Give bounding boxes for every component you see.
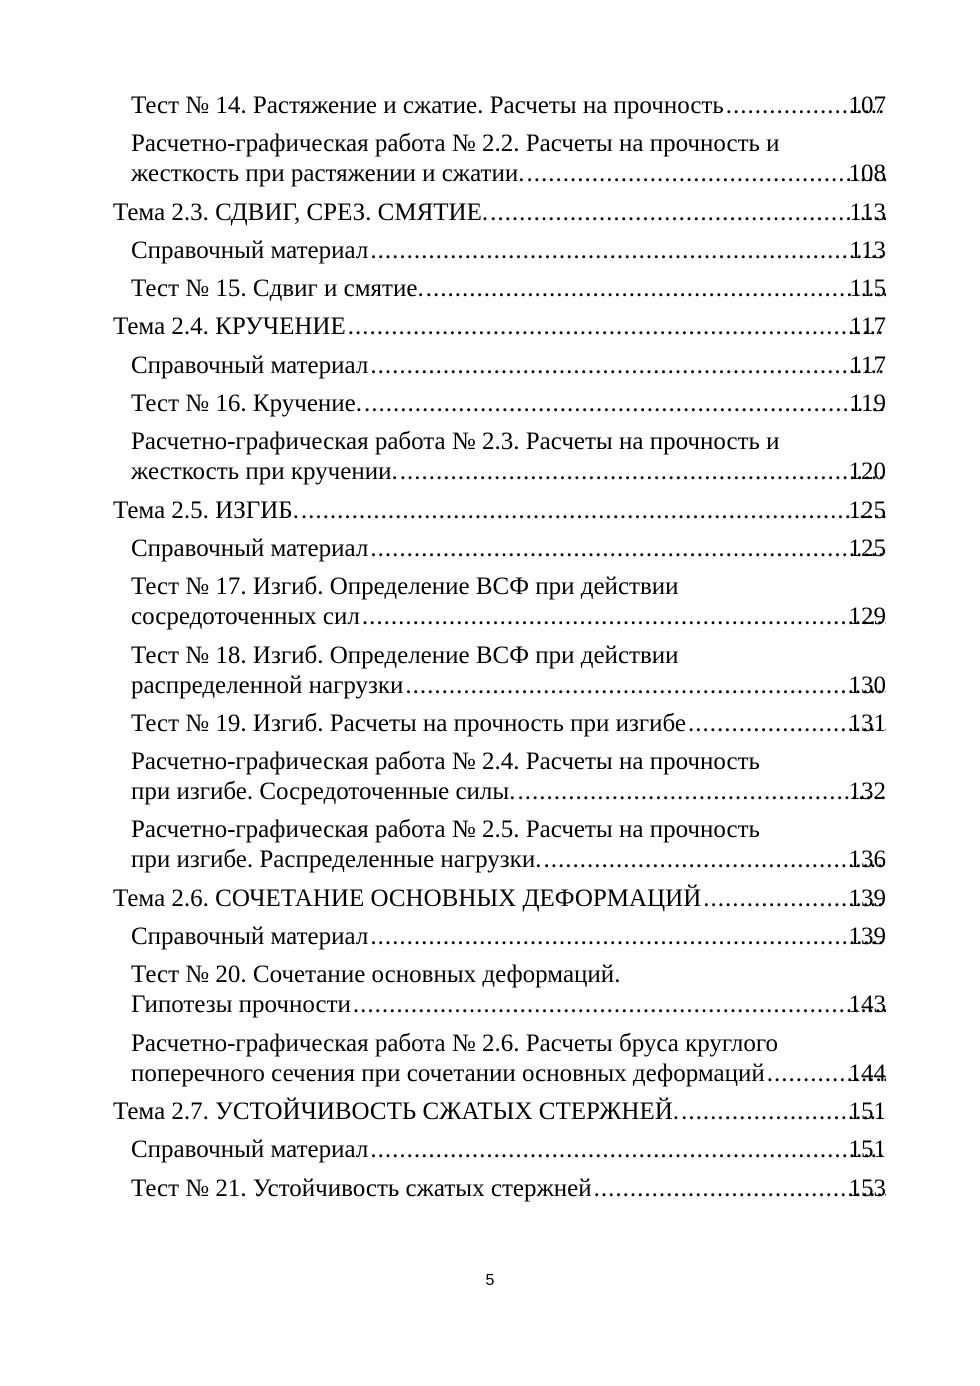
dot-leader <box>301 496 886 526</box>
toc-entry-title-line: Справочный материал <box>131 534 369 562</box>
page-number: 5 <box>485 1272 495 1289</box>
toc-page-number: 117 <box>849 351 886 379</box>
dot-leader <box>517 777 886 807</box>
toc-entry-title-line: Тема 2.6. СОЧЕТАНИЕ ОСНОВНЫХ ДЕФОРМАЦИЙ <box>113 884 702 912</box>
dot-leader <box>490 198 886 228</box>
toc-subentry[interactable] <box>0 960 980 1020</box>
toc-subentry[interactable] <box>0 815 980 875</box>
toc-entry-last-line <box>131 389 886 419</box>
toc-page-number: 131 <box>848 709 886 737</box>
toc-entry-title-line: при изгибе. Сосредоточенные силы. <box>131 778 516 806</box>
toc-page-number: 117 <box>849 313 886 341</box>
toc-page-number: 129 <box>848 603 886 631</box>
toc-entry-title-line: Расчетно-графическая работа № 2.3. Расчеты на прочность и <box>131 428 780 456</box>
toc-entry-title-line: Тест № 21. Устойчивость сжатых стержней <box>131 1174 592 1202</box>
toc-entry-last-line <box>131 709 886 739</box>
toc-subentry[interactable] <box>0 236 980 266</box>
toc-entry-title-line: Тема 2.4. КРУЧЕНИЕ <box>113 313 346 341</box>
toc-subentry[interactable] <box>0 351 980 381</box>
dot-leader <box>370 351 886 381</box>
toc-entry-title-line: Расчетно-графическая работа № 2.6. Расчеты бруса круглого <box>131 1029 779 1057</box>
toc-entry-last-line <box>131 1174 886 1204</box>
toc-entry-title-line: Тест № 17. Изгиб. Определение ВСФ при действии <box>131 573 679 601</box>
toc-page-number: 113 <box>849 198 886 226</box>
toc-entry-last-line <box>113 198 886 228</box>
dot-leader <box>594 1174 886 1204</box>
dot-leader <box>543 845 886 875</box>
toc-entry-title-line: сосредоточенных сил <box>131 603 360 631</box>
dot-leader <box>353 990 886 1020</box>
dot-leader <box>526 159 886 189</box>
toc-subentry[interactable] <box>0 389 980 419</box>
toc-entry-last-line <box>131 274 886 304</box>
toc-topic-entry[interactable] <box>0 198 980 228</box>
toc-page-number: 143 <box>848 991 886 1019</box>
toc-subentry[interactable] <box>0 641 980 701</box>
toc-page-number: 144 <box>848 1059 886 1087</box>
toc-entry-last-line <box>113 312 886 342</box>
dot-leader <box>370 1135 886 1165</box>
toc-entry-last-line <box>131 990 886 1020</box>
dot-leader <box>364 389 886 419</box>
toc-subentry[interactable] <box>0 1135 980 1165</box>
toc-topic-entry[interactable] <box>0 1097 980 1127</box>
toc-entry-last-line <box>131 351 886 381</box>
toc-entry-title-line: распределенной нагрузки <box>131 671 404 699</box>
toc-entry-last-line <box>113 884 886 914</box>
toc-entry-last-line <box>113 496 886 526</box>
toc-subentry[interactable] <box>0 274 980 304</box>
dot-leader <box>400 457 886 487</box>
toc-page-number: 119 <box>849 390 886 418</box>
toc-entry-last-line <box>131 236 886 266</box>
table-of-contents <box>0 91 980 1212</box>
toc-page-number: 136 <box>848 846 886 874</box>
toc-page-number: 107 <box>848 92 886 119</box>
toc-subentry[interactable] <box>0 922 980 952</box>
toc-entry-title-line: поперечного сечения при сочетании основных деформаций <box>131 1059 765 1087</box>
toc-entry-last-line <box>113 1097 886 1127</box>
toc-page-number: 113 <box>849 236 886 264</box>
toc-entry-title-line: Тема 2.5. ИЗГИБ. <box>113 496 299 524</box>
toc-entry-last-line <box>131 1135 886 1165</box>
toc-page-number: 151 <box>848 1097 886 1125</box>
toc-entry-last-line <box>131 91 886 121</box>
toc-entry-title-line: жесткость при растяжении и сжатии. <box>131 160 525 188</box>
toc-entry-last-line <box>131 159 886 189</box>
toc-page-number: 120 <box>848 458 886 486</box>
toc-entry-last-line <box>131 534 886 564</box>
toc-entry-last-line <box>131 922 886 952</box>
toc-entry-last-line <box>131 671 886 701</box>
toc-subentry[interactable] <box>0 91 980 121</box>
toc-entry-title-line: жесткость при кручении. <box>131 458 398 486</box>
toc-entry-title-line: Тест № 18. Изгиб. Определение ВСФ при действии <box>131 641 679 669</box>
dot-leader <box>348 312 886 342</box>
toc-page-number: 139 <box>848 923 886 951</box>
toc-entry-title-line: Тест № 16. Кручение. <box>131 390 363 418</box>
toc-entry-title-line: Расчетно-графическая работа № 2.4. Расчеты на прочность <box>131 748 760 776</box>
toc-page-number: 151 <box>848 1136 886 1164</box>
toc-subentry[interactable] <box>0 747 980 807</box>
toc-page-number: 130 <box>848 671 886 699</box>
toc-topic-entry[interactable] <box>0 884 980 914</box>
toc-topic-entry[interactable] <box>0 312 980 342</box>
toc-subentry[interactable] <box>0 572 980 632</box>
toc-page-number: 125 <box>848 534 886 562</box>
toc-page-number: 132 <box>848 778 886 806</box>
toc-entry-title-line: Тема 2.3. СДВИГ, СРЕЗ. СМЯТИЕ. <box>113 198 489 226</box>
toc-entry-title-line: при изгибе. Распределенные нагрузки. <box>131 846 542 874</box>
toc-entry-title-line: Тест № 14. Растяжение и сжатие. Расчеты на прочность <box>131 92 724 119</box>
toc-page-number: 125 <box>848 496 886 524</box>
toc-entry-title-line: Расчетно-графическая работа № 2.5. Расчеты на прочность <box>131 816 760 844</box>
toc-entry-last-line <box>131 457 886 487</box>
toc-subentry[interactable] <box>0 534 980 564</box>
dot-leader <box>405 671 886 701</box>
toc-entry-last-line <box>131 845 886 875</box>
dot-leader <box>370 534 886 564</box>
toc-subentry[interactable] <box>0 1174 980 1204</box>
toc-entry-title-line: Гипотезы прочности <box>131 991 351 1019</box>
toc-topic-entry[interactable] <box>0 496 980 526</box>
toc-entry-title-line: Справочный материал <box>131 236 369 264</box>
toc-entry-title-line: Расчетно-графическая работа № 2.2. Расчеты на прочность и <box>131 130 780 158</box>
toc-entry-last-line <box>131 1059 886 1089</box>
toc-page-number: 115 <box>849 275 886 303</box>
toc-entry-title-line: Тест № 20. Сочетание основных деформаций. <box>131 961 621 989</box>
toc-entry-title-line: Тема 2.7. УСТОЙЧИВОСТЬ СЖАТЫХ СТЕРЖНЕЙ. <box>113 1097 680 1125</box>
toc-entry-title-line: Тест № 19. Изгиб. Расчеты на прочность при изгибе <box>131 709 687 737</box>
toc-entry-title-line: Справочный материал <box>131 923 369 951</box>
toc-entry-last-line <box>131 602 886 632</box>
toc-subentry[interactable] <box>0 427 980 487</box>
toc-page-number: 139 <box>848 884 886 912</box>
toc-entry-last-line <box>131 777 886 807</box>
dot-leader <box>426 274 886 304</box>
toc-subentry[interactable] <box>0 1029 980 1089</box>
toc-entry-title-line: Тест № 15. Сдвиг и смятие. <box>131 275 424 303</box>
toc-page-number: 108 <box>848 160 886 188</box>
dot-leader <box>370 922 886 952</box>
dot-leader <box>362 602 886 632</box>
toc-subentry[interactable] <box>0 129 980 189</box>
toc-subentry[interactable] <box>0 709 980 739</box>
toc-entry-title-line: Справочный материал <box>131 351 369 379</box>
toc-page-number: 153 <box>848 1174 886 1202</box>
dot-leader <box>370 236 886 266</box>
toc-entry-title-line: Справочный материал <box>131 1136 369 1164</box>
